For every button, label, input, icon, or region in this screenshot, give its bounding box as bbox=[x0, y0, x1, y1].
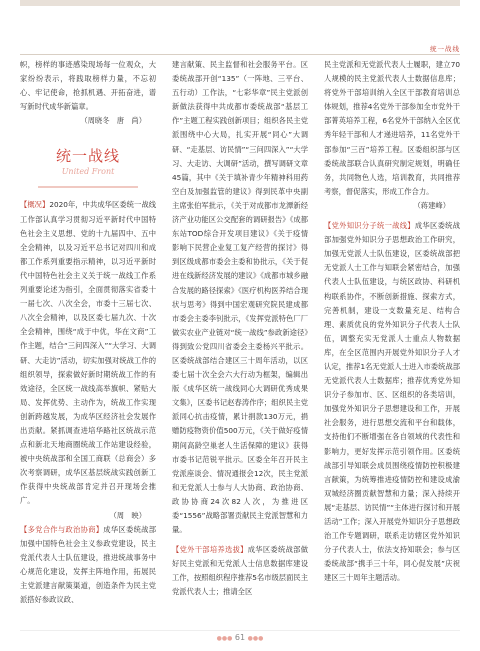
author-signature: （周 映） bbox=[109, 510, 146, 520]
footer-ornament-left: ●●● bbox=[216, 635, 233, 642]
page-footer bbox=[0, 633, 480, 642]
author-signature: （蒋建峰） bbox=[413, 200, 450, 210]
paragraph-continuation: 帜，榜样的事迹感染现场每一位观众，大家纷纷表示，将践取榜样力量，不忘初心、牢记使命，抢抓机遇、开拓奋进，谱写新时代成华新篇章。 bbox=[20, 60, 156, 112]
overview-text: 2020年，中共成华区委统一战线工作部认真学习贯彻习近平新时代中国特色社会主义思想、党的十九届四中、五中全会精神，以及习近平总书记对四川和成都工作系列重要指示精神，以习近平新时代中国特色社会主义关于统一战线工作系列重要论述为指引，全面贯彻落实省委十一届七次、八次全会，市委十三届七次、八次全会精神，以及区委七届九次、十次全会精神，围绕“成于中优，华在文商”工作主题，结合“三问四深入”“大学习、大调研、大走访”活动，切实加强对统战工作的组织领导，探索做好新时期统战工作的有效途径，全区统一战线高举旗帜、紧贴大局、发挥优势、主动作为，统战工作实现创新跨越发展，为成华区经济社会发展作出贡献。紧抓调查进培华路社区统战示范点和新北天地商圈统战工作站建设经验，被中央统战部和全国工商联（总商会）多次考察调研，成华区基层统战实践创新工作获得中央统战部肯定并召开现场会推广。 bbox=[20, 200, 156, 506]
cadre-tag: 【党外干部培养选拔】 bbox=[172, 545, 248, 555]
column-3 bbox=[324, 58, 460, 585]
overview-paragraph bbox=[20, 198, 156, 508]
cadre-paragraph bbox=[172, 543, 308, 599]
intellectual-text: 成华区委统战部加强党外知识分子思想政治工作研究，加强无党派人士队伍建设，区委统战部把无党派人士工作与知联会紧密结合，加强代表人士队伍建设，与统区政协、科研机构联系协作，不断创新措施、探索方式，完善机制，建设一支数量充足、结构合理、素质优良的党外知识分子代表人士队伍，调整充实无党派人士重点人物数据库，在全区范围内开展党外知识分子人才认定，推荐1名无党派人士进入市委统战部无党派代表人士数据库；推荐优秀党外知识分子参加市、区、区组织的各类培训，加强党外知识分子思想建设和工作，开展社会服务，进行思想交流和平台和载体，支持他们不断增强在各自领域的代表性和影响力，更好发挥示范引领作用。区委统战部引导知联会成员围绕疫情防控积极建言献策，为统筹推进疫情防控和建设成渝双城经济圈贡献智慧和力量；深入持续开展“走基层、访民情”“主体进行探讨和开展活动”工作；深入开展党外知识分子思想政治工作专题调研，联系走访辖区党外知识分子代表人士，依法支持知联会；参与区委统战部“携手三十年，同心促发展”庆祝建区三十周年主题活动。 bbox=[324, 221, 461, 583]
section-subtitle-en: United Front bbox=[61, 167, 115, 177]
page-number: 61 bbox=[234, 633, 246, 642]
section-title: 统一战线 bbox=[55, 147, 120, 166]
column-1 bbox=[20, 58, 156, 607]
paragraph-continuation: 建言献策、民主监督和社会服务平台。区委统战部开创“135”（一阵地、三平台、五行动）工作法，“七彩华章”民主党派创新做法获得中共成都市委统战部“基层工作”主题工程实践创新项目；组织各民主党派围绕中心大局，扎实开展“同心”大调研、“走基层、访民情”“三问四深入”“大学习、大走访、大调研”活动，撰写调研文章45篇，其中《关于填补青少年精神科用药空白及加强监管的建议》得到民革中央副主席张伯军批示，《关于对成都市龙潭新经济产业功能区公交配套的调研报告》《成都东站TOD综合开发项目建议》《关于疫情影响下民营企业复工复产经营的探讨》得到区级成都市委会主委和协批示，《关于促进在线新经济发展的建议》《成都市城乡融合发展的路径探索》《医疗机构医养结合现状与思考》得到中国宏观研究院民建成都市委会主委李钊批示，《发挥党派特色厂厂做实农业产业链对“统一战线”参政新途径》得到致公党四川省委会主委杨兴平批示。区委统战部结合建区三十周年活动，以区委七届十次全会六大行动为框架，编辑出版《成华区统一战线同心大调研优秀成果文集》，区委书记赵春涛作序；组织民主党派同心抗击疫情，累计捐款130万元，捐赠防疫物资价值500万元，《关于做好疫情期间高龄空巢老人生活保障的建议》获得市委书记范锐平批示。区委全年召开民主党派座谈会、情况通报会12次，民主党派和无党派人士参与人大协商、政治协商、政协协商24次82人次，为推进区委“1556”战略部署贡献民主党派智慧和力量。 bbox=[172, 60, 308, 535]
header-band bbox=[20, 0, 460, 6]
coop-text: 成华区委统战部加强中国特色社会主义参政党建设，民主党派代表人士队伍建设，推进统战事务中心规范化建设，发挥主阵地作用，拓展民主党派建言献策渠道，创造条件为民主党派搭好参政议政、 bbox=[20, 524, 157, 605]
intellectual-tag: 【党外知识分子统一战线】 bbox=[324, 221, 415, 231]
coop-paragraph bbox=[20, 523, 156, 608]
footer-rule bbox=[20, 630, 460, 631]
running-header: 统一战线 bbox=[430, 45, 460, 53]
coop-tag: 【多党合作与政治协商】 bbox=[20, 524, 104, 534]
section-heading bbox=[20, 146, 156, 188]
intellectual-paragraph bbox=[324, 219, 460, 585]
section-divider bbox=[38, 186, 138, 188]
column-2 bbox=[172, 58, 308, 600]
paragraph-continuation: 民主党派和无党派代表人士履职，建立70人规模的民主党派代表人士数据信息库；将党外干部培训纳入全区干部教育培训总体规划，推荐4名党外干部参加全市党外干部菁英培养工程，6名党外干部纳入全区优秀年轻干部和人才递进培养，11名党外干部参加“三百”培养工程。区委组织部与区委统战部联合认真研究制定规划，明确任务，共同物色人选，培训教育，共同推荐考察，督促落实，形成工作合力。 bbox=[324, 60, 460, 196]
overview-tag: 【概况】 bbox=[20, 200, 50, 210]
footer-ornament-right: ●●● bbox=[247, 635, 264, 642]
header-rule bbox=[20, 54, 460, 55]
author-signature: （周晓冬 唐 尚） bbox=[80, 116, 146, 126]
cadre-text: 成华区委统战部做好民主党派和无党派人士信息数据库建设工作，按照组织程序推荐5名市级层面民主党派代表人士；推请全区 bbox=[172, 545, 309, 597]
